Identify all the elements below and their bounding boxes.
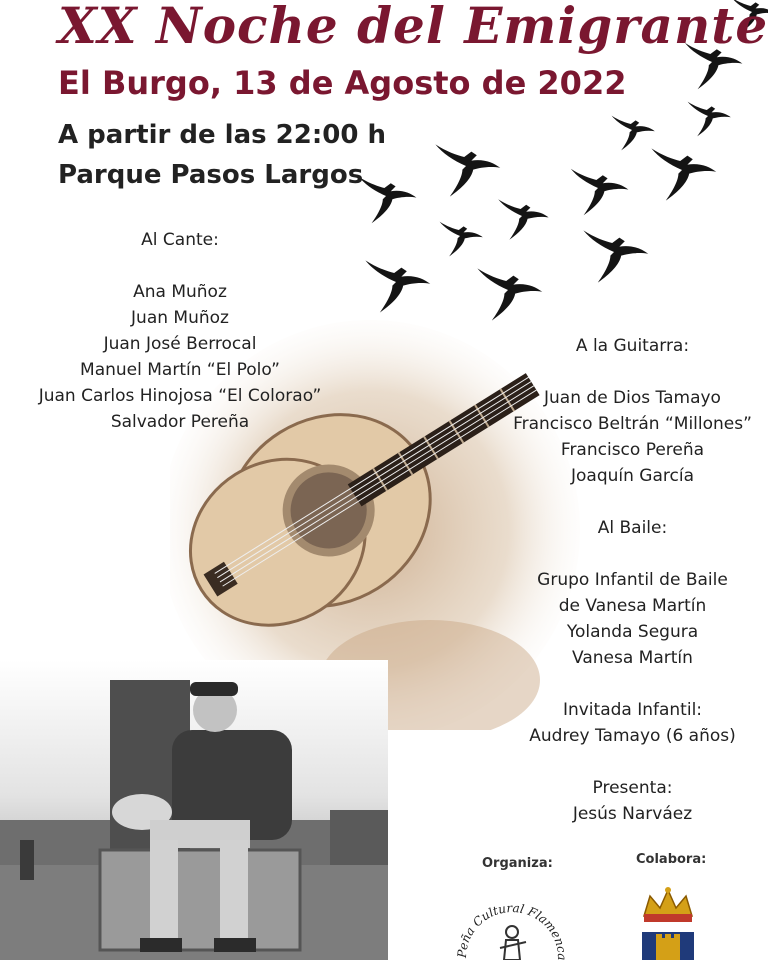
- al-cante-heading: Al Cante:: [141, 230, 219, 250]
- event-time: A partir de las 22:00 h: [58, 120, 386, 150]
- presenta-heading: Presenta:: [592, 778, 673, 798]
- performer-name: Juan José Berrocal: [103, 334, 257, 354]
- guitarist-name: Juan de Dios Tamayo: [544, 388, 721, 408]
- event-place: Parque Pasos Largos: [58, 160, 364, 190]
- swallow-icon: [359, 177, 417, 223]
- al-cante-section: [30, 227, 330, 435]
- organiza-label: Organiza:: [482, 856, 553, 871]
- right-credits: [505, 333, 760, 827]
- swallow-icon: [440, 222, 483, 257]
- swallow-icon: [612, 116, 655, 151]
- pena-cultural-logo: [456, 888, 568, 960]
- dancer-name: Grupo Infantil de Baile: [537, 570, 728, 590]
- swallow-icon: [651, 148, 716, 200]
- performer-name: Manuel Martín “El Polo”: [80, 360, 280, 380]
- guitarist-name: Francisco Pereña: [560, 440, 705, 460]
- performer-name: Juan Carlos Hinojosa “El Colorao”: [38, 386, 322, 406]
- presenter-name: Jesús Narváez: [572, 804, 693, 824]
- swallow-icon: [477, 268, 542, 320]
- dancer-name: de Vanesa Martín: [558, 596, 707, 616]
- swallow-icon: [571, 169, 629, 215]
- dancer-name: Vanesa Martín: [572, 648, 693, 668]
- colabora-label: Colabora:: [636, 852, 707, 867]
- guitarist-name: Francisco Beltrán “Millones”: [513, 414, 752, 434]
- guitarist-figure-icon: [500, 926, 526, 960]
- guitarist-name: Joaquín García: [571, 466, 694, 486]
- poster-title: XX Noche del Emigrante: [58, 0, 768, 55]
- pena-logo-text: Peña Cultural Flamenca: [456, 900, 568, 960]
- vintage-photo: [0, 660, 388, 960]
- guest-name: Audrey Tamayo (6 años): [529, 726, 736, 746]
- a-la-guitarra-heading: A la Guitarra:: [575, 336, 690, 356]
- al-baile-heading: Al Baile:: [597, 518, 668, 538]
- swallow-icon: [435, 144, 500, 196]
- crown-crest-icon: [636, 886, 700, 960]
- performer-name: Salvador Pereña: [110, 412, 250, 432]
- swallow-icon: [365, 260, 430, 312]
- swallow-icon: [583, 230, 648, 282]
- performer-name: Juan Muñoz: [131, 308, 229, 328]
- invitada-heading: Invitada Infantil:: [562, 700, 703, 720]
- poster-subtitle: El Burgo, 13 de Agosto de 2022: [58, 64, 627, 102]
- dancer-name: Yolanda Segura: [566, 622, 699, 642]
- swallow-icon: [498, 199, 548, 240]
- svg-text:Peña Cultural Flamenca: [456, 901, 568, 960]
- performer-name: Ana Muñoz: [133, 282, 227, 302]
- swallow-icon: [688, 102, 731, 137]
